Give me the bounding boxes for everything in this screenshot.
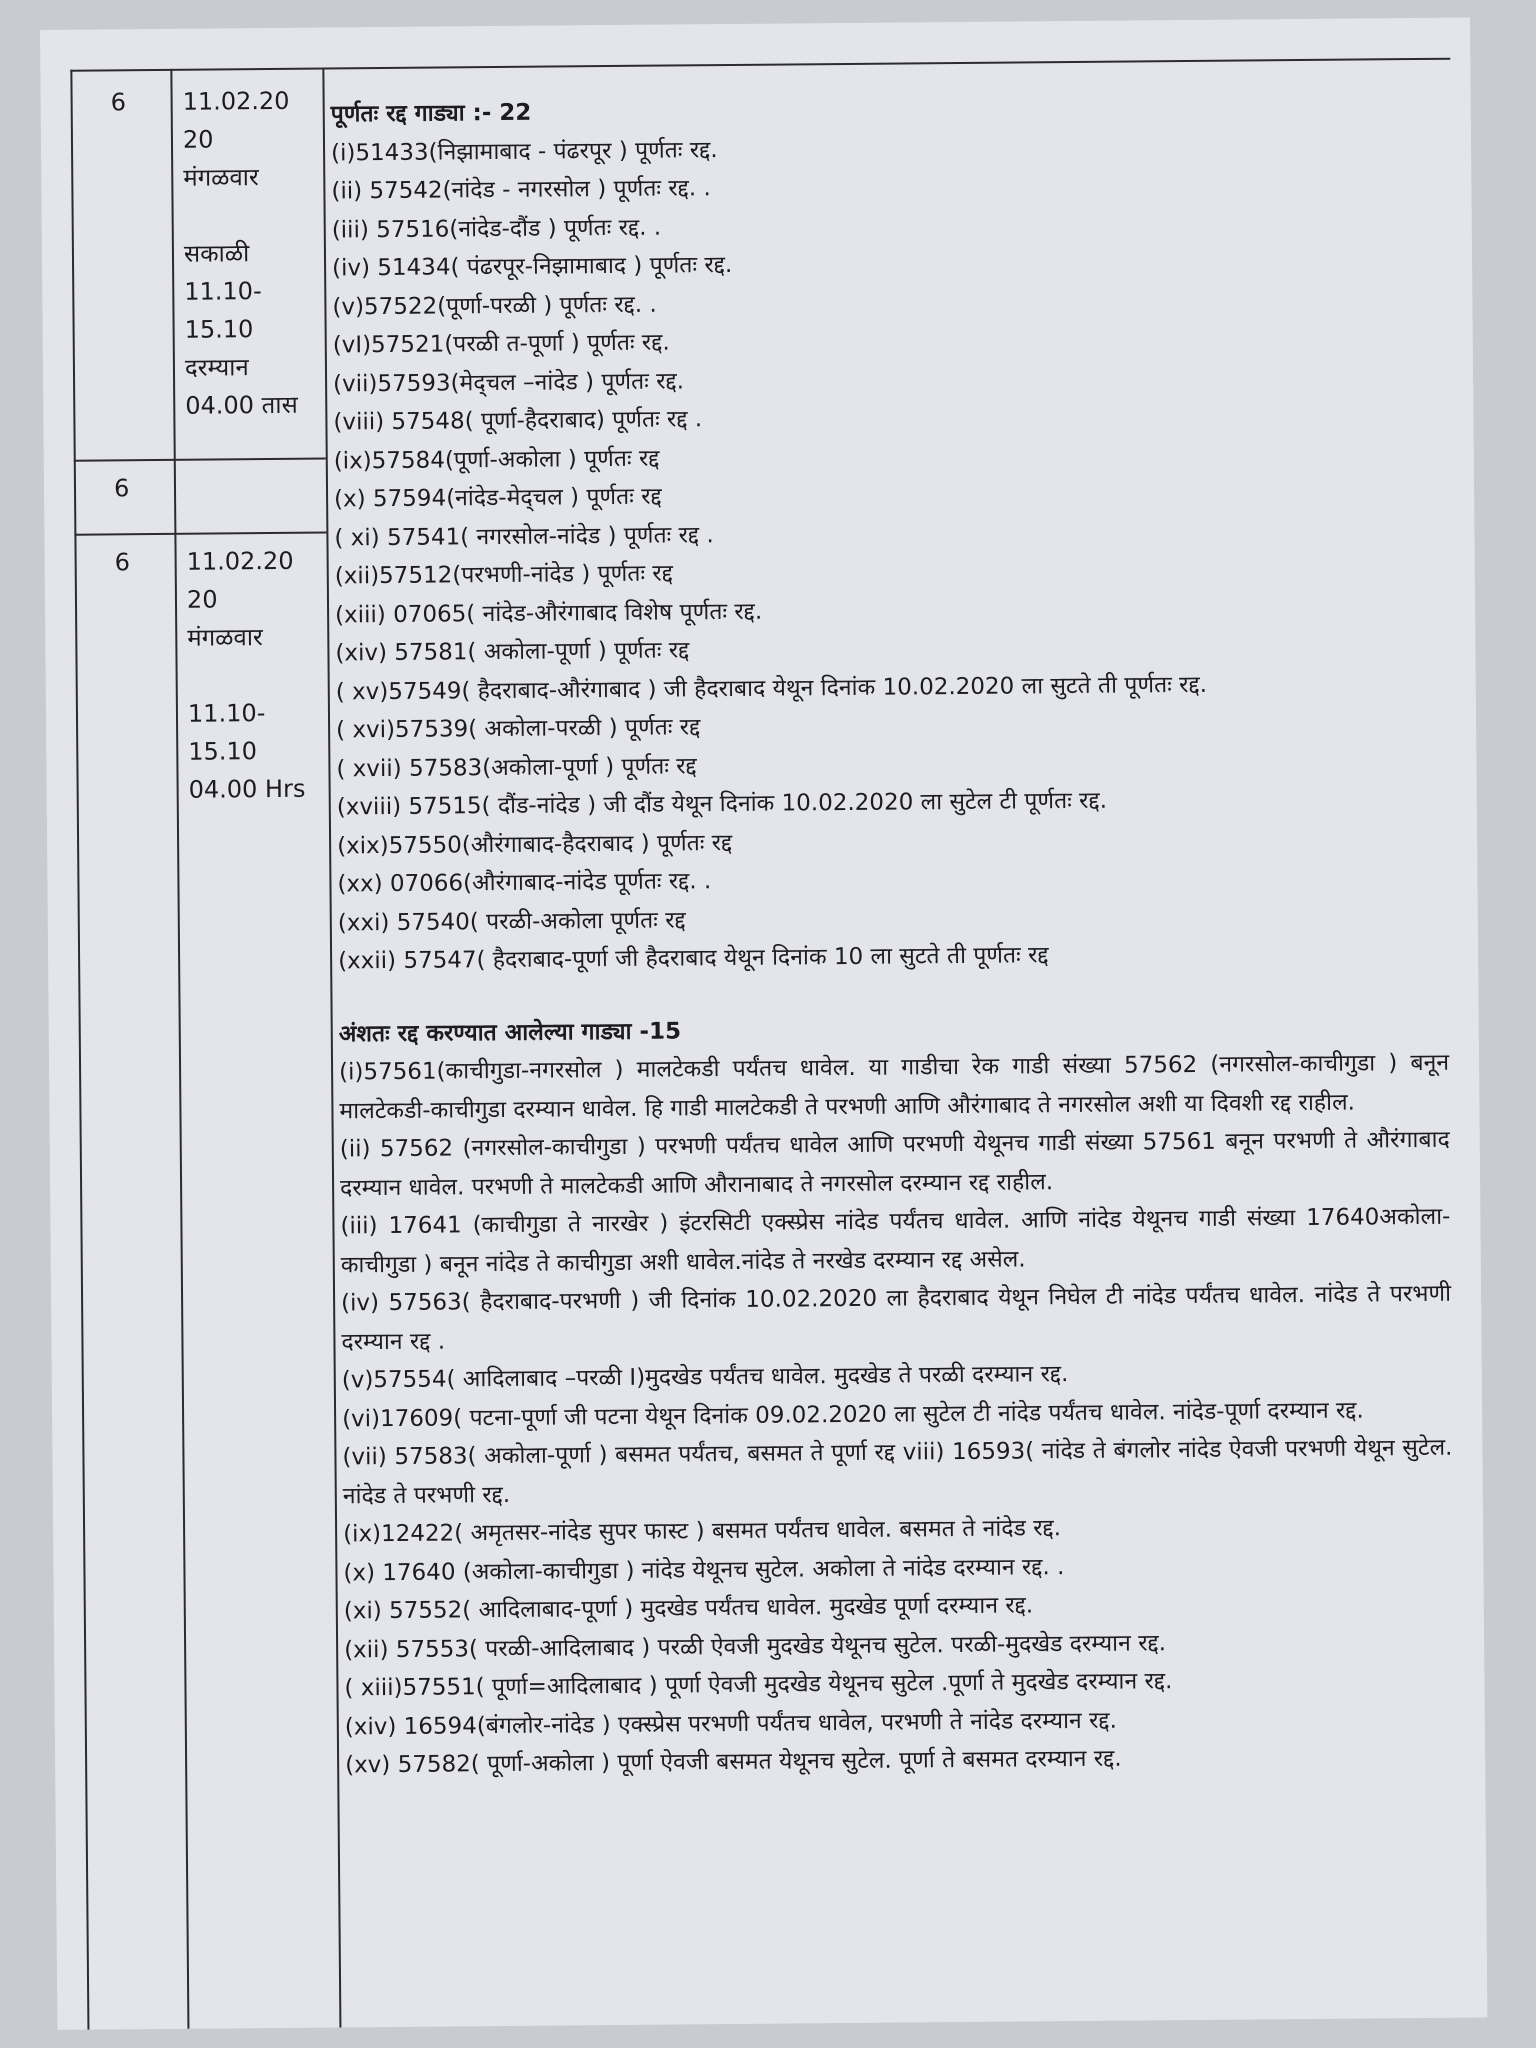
partial-cancel-heading: अंशतः रद्द करण्यात आलेल्या गाड्या -15 <box>338 1017 682 1047</box>
duration: 04.00 तास <box>185 390 298 420</box>
full-cancel-item: (ii) 57542(नांदेड - नगरसोल ) पूर्णतः रद्द. . <box>331 175 711 205</box>
full-cancel-item: ( xv)57549( हैदराबाद-औरंगाबाद ) जी हैदराबाद येथून दिनांक 10.02.2020 ला सुटते ती पूर्णतः रद्द. <box>335 671 1208 705</box>
table-border-top <box>70 58 1450 72</box>
cancellation-details <box>331 86 1456 1785</box>
date-line: 11.02.20 <box>182 86 290 116</box>
partial-cancel-item: (vii) 57583( अकोला-पूर्णा ) बसमत पर्यंतच, बसमत ते पूर्णा रद्द viii) 16593( नांदेड ते बंगलोर नांदेड ऐवजी परभणी येथून सुटेल. नांदेड ते परभणी रद्द. <box>342 1434 1453 1509</box>
full-cancel-item: ( xi) 57541( नगरसोल-नांदेड ) पूर्णतः रद्द . <box>334 521 714 551</box>
weekday-line: मंगळवार <box>187 623 263 652</box>
partial-cancel-item: (v)57554( आदिलाबाद –परळी I)मुदखेड पर्यंतच धावेल. मुदखेड ते परळी दरम्यान रद्द. <box>341 1361 1069 1394</box>
full-cancel-item: (iii) 57516(नांदेड-दौंड ) पूर्णतः रद्द. . <box>331 214 662 243</box>
date-line: 11.02.20 <box>186 546 294 576</box>
full-cancel-item: (v)57522(पूर्णा-परळी ) पूर्णतः रद्द. . <box>332 291 657 320</box>
partial-cancel-item: (iii) 17641 (काचीगुडा ते नारखेर ) इंटरसिटी एक्स्प्रेस नांदेड पर्यंतच धावेल. आणि नांदेड येथूनच गाडी संख्या 17640अकोला-काचीगुडा ) बनून नांदेड ते काचीगुडा अशी धावेल.नांदेड ते नरखेड दरम्यान रद्द असेल. <box>340 1203 1451 1278</box>
partial-cancel-item: ( xiii)57551( पूर्णा=आदिलाबाद ) पूर्णा ऐवजी मुदखेड येथूनच सुटेल .पूर्णा ते मुदखेड दरम्यान रद्द. <box>344 1668 1173 1702</box>
row-1-number: 6 <box>110 88 127 117</box>
full-cancel-list <box>331 124 1448 981</box>
row-divider-1 <box>74 458 326 462</box>
table-border-left <box>70 70 89 2030</box>
date-line: 20 <box>182 125 214 154</box>
partial-cancel-item: (xiv) 16594(बंगलोर-नांदेड ) एक्स्प्रेस परभणी पर्यंतच धावेल, परभणी ते नांदेड दरम्यान रद्द. <box>344 1707 1117 1740</box>
full-cancel-item: (xviii) 57515( दौंड-नांदेड ) जी दौंड येथून दिनांक 10.02.2020 ला सुटेल टी पूर्णतः रद्द. <box>336 787 1108 821</box>
time-range-end: 15.10 <box>184 315 254 344</box>
row-divider-2 <box>74 532 326 536</box>
row-3-date-block <box>186 541 338 808</box>
spacer <box>187 655 337 694</box>
full-cancel-item: (xix)57550(औरंगाबाद-हैदराबाद ) पूर्णतः रद्द <box>337 829 733 859</box>
full-cancel-item: (iv) 51434( पंढरपूर-निझामाबाद ) पूर्णतः रद्द. <box>331 251 733 282</box>
partial-cancel-item: (x) 17640 (अकोला-काचीगुडा ) नांदेड येथूनच सुटेल. अकोला ते नांदेड दरम्यान रद्द. . <box>343 1553 1065 1586</box>
partial-cancel-item: (ii) 57562 (नगरसोल-काचीगुडा ) परभणी पर्यंतच धावेल आणि परभणी येथूनच गाडी संख्या 57561 बनून परभणी ते औरंगाबाद दरम्यान धावेल. परभणी ते मालटेकडी आणि औरानाबाद ते नगरसोल दरम्यान रद्द राहील. <box>339 1126 1450 1201</box>
partial-cancel-item: (iv) 57563( हैदराबाद-परभणी ) जी दिनांक 10.02.2020 ला हैदराबाद येथून निघेल टी नांदेड पर्यंतच धावेल. नांदेड ते परभणी दरम्यान रद्द . <box>341 1280 1452 1355</box>
full-cancel-item: (x) 57594(नांदेड-मेद्चल ) पूर्णतः रद्द <box>333 483 662 513</box>
partial-cancel-item: (ix)12422( अमृतसर-नांदेड सुपर फास्ट ) बसमत पर्यंतच धावेल. बसमत ते नांदेड रद्द. <box>343 1515 1062 1548</box>
full-cancel-item: (xxii) 57547( हैदराबाद-पूर्णा जी हैदराबाद येथून दिनांक 10 ला सुटते ती पूर्णतः रद्द <box>338 942 1049 975</box>
partial-cancel-item: (i)57561(काचीगुडा-नगरसोल ) मालटेकडी पर्यंतच धावेल. या गाडीचा रेक गाडी संख्या 57562 (नगरसोल-काचीगुडा ) बनून मालटेकडी-काचीगुडा दरम्यान धावेल. हि गाडी मालटेकडी ते परभणी आणि औरंगाबाद ते नगरसोल अशी या दिवशी रद्द राहील. <box>338 1049 1450 1124</box>
row-2-number: 6 <box>113 474 130 503</box>
spacer <box>183 195 333 234</box>
full-cancel-item: (xiv) 57581( अकोला-पूर्णा ) पूर्णतः रद्द <box>335 637 690 667</box>
full-cancel-heading: पूर्णतः रद्द गाड्या :- 22 <box>330 99 532 128</box>
duration: 04.00 Hrs <box>188 774 306 804</box>
weekday-line: मंगळवार <box>183 163 259 192</box>
partial-cancel-item: (xii) 57553( परळी-आदिलाबाद ) परळी ऐवजी मुदखेड येथूनच सुटेल. परळी-मुदखेड दरम्यान रद्द. <box>344 1629 1167 1663</box>
partial-cancel-item: (vi)17609( पटना-पूर्णा जी पटना येथून दिनांक 09.02.2020 ला सुटेल टी नांदेड पर्यंतच धावेल. नांदेड-पूर्णा दरम्यान रद्द. <box>342 1397 1364 1432</box>
full-cancel-item: ( xvii) 57583(अकोला-पूर्णा ) पूर्णतः रद्द <box>336 752 697 782</box>
full-cancel-item: (i)51433(निझामाबाद - पंढरपूर ) पूर्णतः रद्द. <box>330 136 718 166</box>
partial-cancel-item: (xv) 57582( पूर्णा-अकोला ) पूर्णा ऐवजी बसमत येथूनच सुटेल. पूर्णा ते बसमत दरम्यान रद्द. <box>345 1745 1122 1779</box>
full-cancel-item: (vI)57521(परळी त-पूर्णा ) पूर्णतः रद्द. <box>332 329 670 359</box>
row-3-number: 6 <box>114 548 131 577</box>
time-range-start: 11.10- <box>184 277 262 306</box>
time-range-end: 15.10 <box>188 737 258 766</box>
full-cancel-item: (xx) 07066(औरंगाबाद-नांदेड पूर्णतः रद्द. . <box>337 868 712 898</box>
row-1-date-block <box>182 81 335 424</box>
full-cancel-item: (xiii) 07065( नांदेड-औरंगाबाद विशेष पूर्णतः रद्द. <box>335 598 763 628</box>
cancellation-table <box>70 58 1467 2030</box>
document-page <box>40 18 1487 2030</box>
full-cancel-item: ( xvi)57539( अकोला-परळी ) पूर्णतः रद्द <box>336 714 701 744</box>
partial-cancel-item: (xi) 57552( आदिलाबाद-पूर्णा ) मुदखेड पर्यंतच धावेल. मुदखेड पूर्णा दरम्यान रद्द. <box>343 1592 1034 1625</box>
full-cancel-item: (xii)57512(परभणी-नांदेड ) पूर्णतः रद्द <box>334 560 674 590</box>
time-between-label: दरम्यान <box>184 353 249 382</box>
full-cancel-item: (vii)57593(मेद्चल –नांदेड ) पूर्णतः रद्द. <box>332 367 685 397</box>
full-cancel-item: (ix)57584(पूर्णा-अकोला ) पूर्णतः रद्द <box>333 445 660 474</box>
time-range-start: 11.10- <box>187 699 266 728</box>
full-cancel-item: (xxi) 57540( परळी-अकोला पूर्णतः रद्द <box>337 906 686 936</box>
date-line: 20 <box>186 585 218 614</box>
partial-cancel-list <box>339 1044 1455 1785</box>
full-cancel-item: (viii) 57548( पूर्णा-हैदराबाद) पूर्णतः रद्द . <box>333 406 703 436</box>
time-label: सकाळी <box>183 239 250 268</box>
